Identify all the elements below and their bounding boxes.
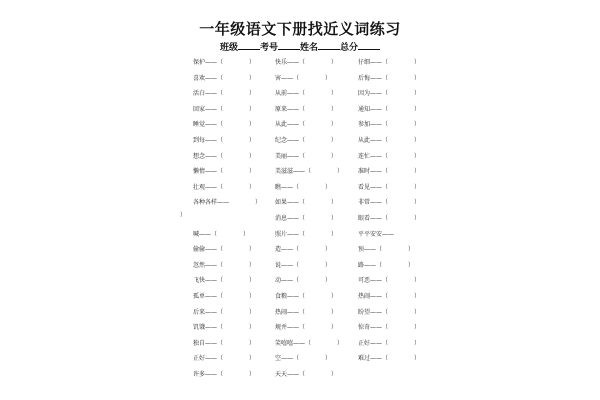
exercise-word: 准时——（ xyxy=(358,168,389,176)
exercise-item xyxy=(275,262,331,270)
exercise-item xyxy=(275,293,337,301)
exercise-word: 空——（ xyxy=(275,355,300,363)
exercise-word: 许多——（ xyxy=(193,371,224,378)
close-paren: ） xyxy=(414,90,421,98)
exercise-item xyxy=(358,309,420,317)
exercise-word: 从此——（ xyxy=(275,121,306,129)
close-paren: ） xyxy=(414,74,421,82)
exercise-word: 从前——（ xyxy=(275,90,306,98)
exercise-item xyxy=(275,309,337,317)
exercise-item xyxy=(193,309,255,317)
close-paren: ） xyxy=(331,293,338,300)
exercise-word: 热闹——（ xyxy=(275,308,306,316)
exercise-word: 惊奇——（ xyxy=(358,324,389,332)
exercise-item xyxy=(193,262,255,270)
close-paren: ） xyxy=(337,168,344,176)
close-paren: ） xyxy=(249,261,256,269)
exercise-word: 壮观——（ xyxy=(193,183,224,191)
exercise-item xyxy=(275,168,343,176)
exercise-item xyxy=(275,355,331,363)
close-paren: ） xyxy=(249,308,256,316)
exercise-item xyxy=(358,246,414,254)
exercise-item xyxy=(275,371,337,379)
exercise-item xyxy=(358,340,420,348)
exercise-item xyxy=(193,371,255,379)
score-label: 总分 xyxy=(340,43,359,53)
close-paren: ） xyxy=(249,277,256,285)
exercise-word: 到每——（ xyxy=(193,137,224,144)
exercise-word: 后悔——（ xyxy=(358,74,389,82)
close-paren: ） xyxy=(249,183,256,191)
close-paren: ） xyxy=(249,324,256,332)
close-paren: ） xyxy=(414,183,421,191)
exercise-word: 因为——（ xyxy=(358,90,389,98)
close-paren: ） xyxy=(249,152,256,160)
exercise-item xyxy=(275,340,343,348)
exercise-item xyxy=(275,59,337,67)
exercise-word: 喜欢——（ xyxy=(193,74,224,82)
exam-blank[interactable] xyxy=(278,41,300,50)
close-paren: ） xyxy=(414,339,421,347)
close-paren: ） xyxy=(414,105,421,113)
exercise-word: 正好——（ xyxy=(193,355,224,363)
exercise-word: 孤单——（ xyxy=(193,293,224,300)
exercise-item xyxy=(193,137,255,145)
close-paren: ） xyxy=(414,308,421,316)
exercise-item xyxy=(358,168,420,176)
exercise-item xyxy=(275,277,331,285)
exercise-item xyxy=(275,75,331,83)
exercise-word: 笑嘻嘻——（ xyxy=(275,339,312,347)
close-paren: ） xyxy=(331,152,338,160)
exercise-item xyxy=(358,59,420,67)
exercise-item xyxy=(193,231,249,239)
exercise-word: 消息——（ xyxy=(275,215,306,222)
exercise-item xyxy=(193,277,255,285)
exercise-word: 路——（ xyxy=(358,261,383,269)
exercise-item xyxy=(275,184,331,192)
close-paren: ） xyxy=(414,324,421,332)
close-paren: ） xyxy=(414,121,421,129)
close-paren: ） xyxy=(325,261,332,269)
exercise-item xyxy=(193,246,255,254)
exercise-word: 参加——（ xyxy=(358,121,389,129)
exercise-item xyxy=(193,121,255,129)
exercise-item xyxy=(193,184,255,192)
exercise-item xyxy=(358,277,420,285)
close-paren: ） xyxy=(414,355,421,363)
exercise-item xyxy=(358,262,414,270)
exercise-word: 各种各样—— xyxy=(193,199,230,207)
exercise-word: 瞧——（ xyxy=(275,183,300,191)
close-paren: ） xyxy=(331,371,338,378)
close-paren: ） xyxy=(249,168,256,176)
exercise-item xyxy=(275,106,337,114)
close-paren: ） xyxy=(249,246,256,254)
close-paren: ） xyxy=(249,371,256,378)
exercise-item xyxy=(193,75,255,83)
close-paren: ） xyxy=(249,355,256,363)
exercise-word: 食粮——（ xyxy=(275,293,306,300)
exercise-word: 热闹——（ xyxy=(358,293,389,300)
exercise-word: 难过——（ xyxy=(358,355,389,363)
close-paren: ） xyxy=(331,324,338,332)
exercise-word: 连忙——（ xyxy=(358,152,389,160)
exercise-word: 美丽——（ xyxy=(275,152,306,160)
exercise-item xyxy=(275,121,337,129)
exercise-word: 动——（ xyxy=(275,277,300,285)
exercise-item xyxy=(275,231,337,239)
exercise-item xyxy=(193,355,255,363)
exercise-item xyxy=(275,324,337,332)
exercise-item xyxy=(193,340,255,348)
close-paren: ） xyxy=(255,199,262,207)
exercise-item xyxy=(358,90,420,98)
exercise-item xyxy=(358,324,420,332)
close-paren: ） xyxy=(414,199,421,207)
close-paren: ） xyxy=(243,230,250,238)
close-paren: ） xyxy=(249,121,256,129)
name-blank[interactable] xyxy=(318,41,340,50)
close-paren: ） xyxy=(249,137,256,144)
close-paren: ） xyxy=(331,59,338,66)
exercise-item xyxy=(193,199,261,207)
exercise-word: 原来——（ xyxy=(275,105,306,113)
exercise-word: 想念——（ xyxy=(193,152,224,160)
exercise-word: 正好——（ xyxy=(358,339,389,347)
exercise-item xyxy=(193,153,255,161)
close-paren: ） xyxy=(414,215,421,222)
close-paren: ） xyxy=(249,105,256,113)
exercise-item xyxy=(358,121,420,129)
exercise-word: 天天——（ xyxy=(275,371,306,378)
exercise-item xyxy=(358,199,420,207)
close-paren: ） xyxy=(414,137,421,144)
student-info-line xyxy=(0,40,600,53)
exercise-word: 害——（ xyxy=(275,74,300,82)
exercise-item xyxy=(193,168,255,176)
close-paren: ） xyxy=(325,74,332,82)
exercise-item xyxy=(358,215,420,223)
close-paren: ） xyxy=(414,293,421,300)
exercise-item xyxy=(358,184,420,192)
exercise-item xyxy=(193,106,255,114)
close-paren: ） xyxy=(325,246,332,254)
exercise-item xyxy=(193,293,255,301)
exercise-item xyxy=(358,355,420,363)
exercise-word: 偷偷——（ xyxy=(193,246,224,254)
exercise-word: 规并——（ xyxy=(275,324,306,332)
close-paren: ） xyxy=(249,74,256,82)
exercise-item xyxy=(193,90,255,98)
exercise-word: 通知——（ xyxy=(358,105,389,113)
exercise-item xyxy=(358,153,420,161)
exercise-word: 纪念——（ xyxy=(275,137,306,144)
exercise-word: 平平安安—— xyxy=(358,230,395,238)
exercise-word: 仔细——（ xyxy=(358,59,389,66)
exercise-word: 盼望——（ xyxy=(358,308,389,316)
exercise-item xyxy=(358,137,420,145)
close-paren: ） xyxy=(331,121,338,129)
close-paren: ） xyxy=(414,277,421,285)
close-paren: ） xyxy=(408,261,415,269)
exercise-item xyxy=(358,75,420,83)
exercise-word: 从此——（ xyxy=(358,137,389,144)
close-paren: ） xyxy=(325,355,332,363)
close-paren: ） xyxy=(408,246,415,254)
exercise-item xyxy=(275,90,337,98)
name-label: 姓名 xyxy=(300,43,319,53)
exercise-word: 如果——（ xyxy=(275,199,306,207)
class-blank[interactable] xyxy=(238,41,260,50)
close-paren: ） xyxy=(331,230,338,238)
exercise-word: 活白——（ xyxy=(193,90,224,98)
close-paren: ） xyxy=(331,105,338,113)
class-label: 班级 xyxy=(219,43,238,53)
close-paren: ） xyxy=(249,293,256,300)
exercise-word: 保护——（ xyxy=(193,59,224,66)
exercise-word: 喊——（ xyxy=(193,230,218,238)
score-blank[interactable] xyxy=(358,41,380,50)
exercise-word: 看见——（ xyxy=(358,183,389,191)
close-paren: ） xyxy=(414,152,421,160)
exercise-word: 非常——（ xyxy=(358,199,389,207)
exercise-item xyxy=(275,137,337,145)
exercise-word: 睡觉——（ xyxy=(193,121,224,129)
exercise-item xyxy=(358,231,420,239)
exercise-word: 独自——（ xyxy=(193,339,224,347)
stray-paren: ） xyxy=(180,212,187,219)
exercise-item xyxy=(275,246,331,254)
exercise-word: 飞快——（ xyxy=(193,277,224,285)
close-paren: ） xyxy=(325,183,332,191)
exercise-item xyxy=(358,106,420,114)
exercise-word: 回家——（ xyxy=(193,105,224,113)
close-paren: ） xyxy=(337,339,344,347)
exercise-word: 快乐——（ xyxy=(275,59,306,66)
close-paren: ） xyxy=(331,215,338,222)
close-paren: ） xyxy=(331,308,338,316)
exercise-word: 眼看——（ xyxy=(358,215,389,222)
exam-label: 考号 xyxy=(259,43,278,53)
close-paren: ） xyxy=(414,59,421,66)
exercise-item xyxy=(193,59,255,67)
exercise-word: 懒惰——（ xyxy=(193,168,224,176)
exercise-item xyxy=(275,153,337,161)
exercise-word: 忽然——（ xyxy=(193,261,224,269)
exercise-word: 后来——（ xyxy=(193,308,224,316)
exercise-word: 说——（ xyxy=(275,261,300,269)
close-paren: ） xyxy=(249,339,256,347)
exercise-word: 可恶——（ xyxy=(358,277,389,285)
exercise-item xyxy=(358,293,420,301)
exercise-word: 造——（ xyxy=(275,246,300,254)
exercise-word: 美滋滋——（ xyxy=(275,168,312,176)
close-paren: ） xyxy=(249,59,256,66)
close-paren: ） xyxy=(331,199,338,207)
exercise-grid xyxy=(0,54,600,384)
page-title: 一年级语文下册找近义词练习 xyxy=(199,20,401,38)
exercise-item xyxy=(193,324,255,332)
exercise-word: 饥饿——（ xyxy=(193,324,224,332)
close-paren: ） xyxy=(331,90,338,98)
exercise-word: 照片——（ xyxy=(275,230,306,238)
close-paren: ） xyxy=(325,277,332,285)
close-paren: ） xyxy=(331,137,338,144)
close-paren: ） xyxy=(414,168,421,176)
exercise-item xyxy=(275,199,337,207)
close-paren: ） xyxy=(249,90,256,98)
exercise-word: 预——（ xyxy=(358,246,383,254)
exercise-item xyxy=(275,215,337,223)
